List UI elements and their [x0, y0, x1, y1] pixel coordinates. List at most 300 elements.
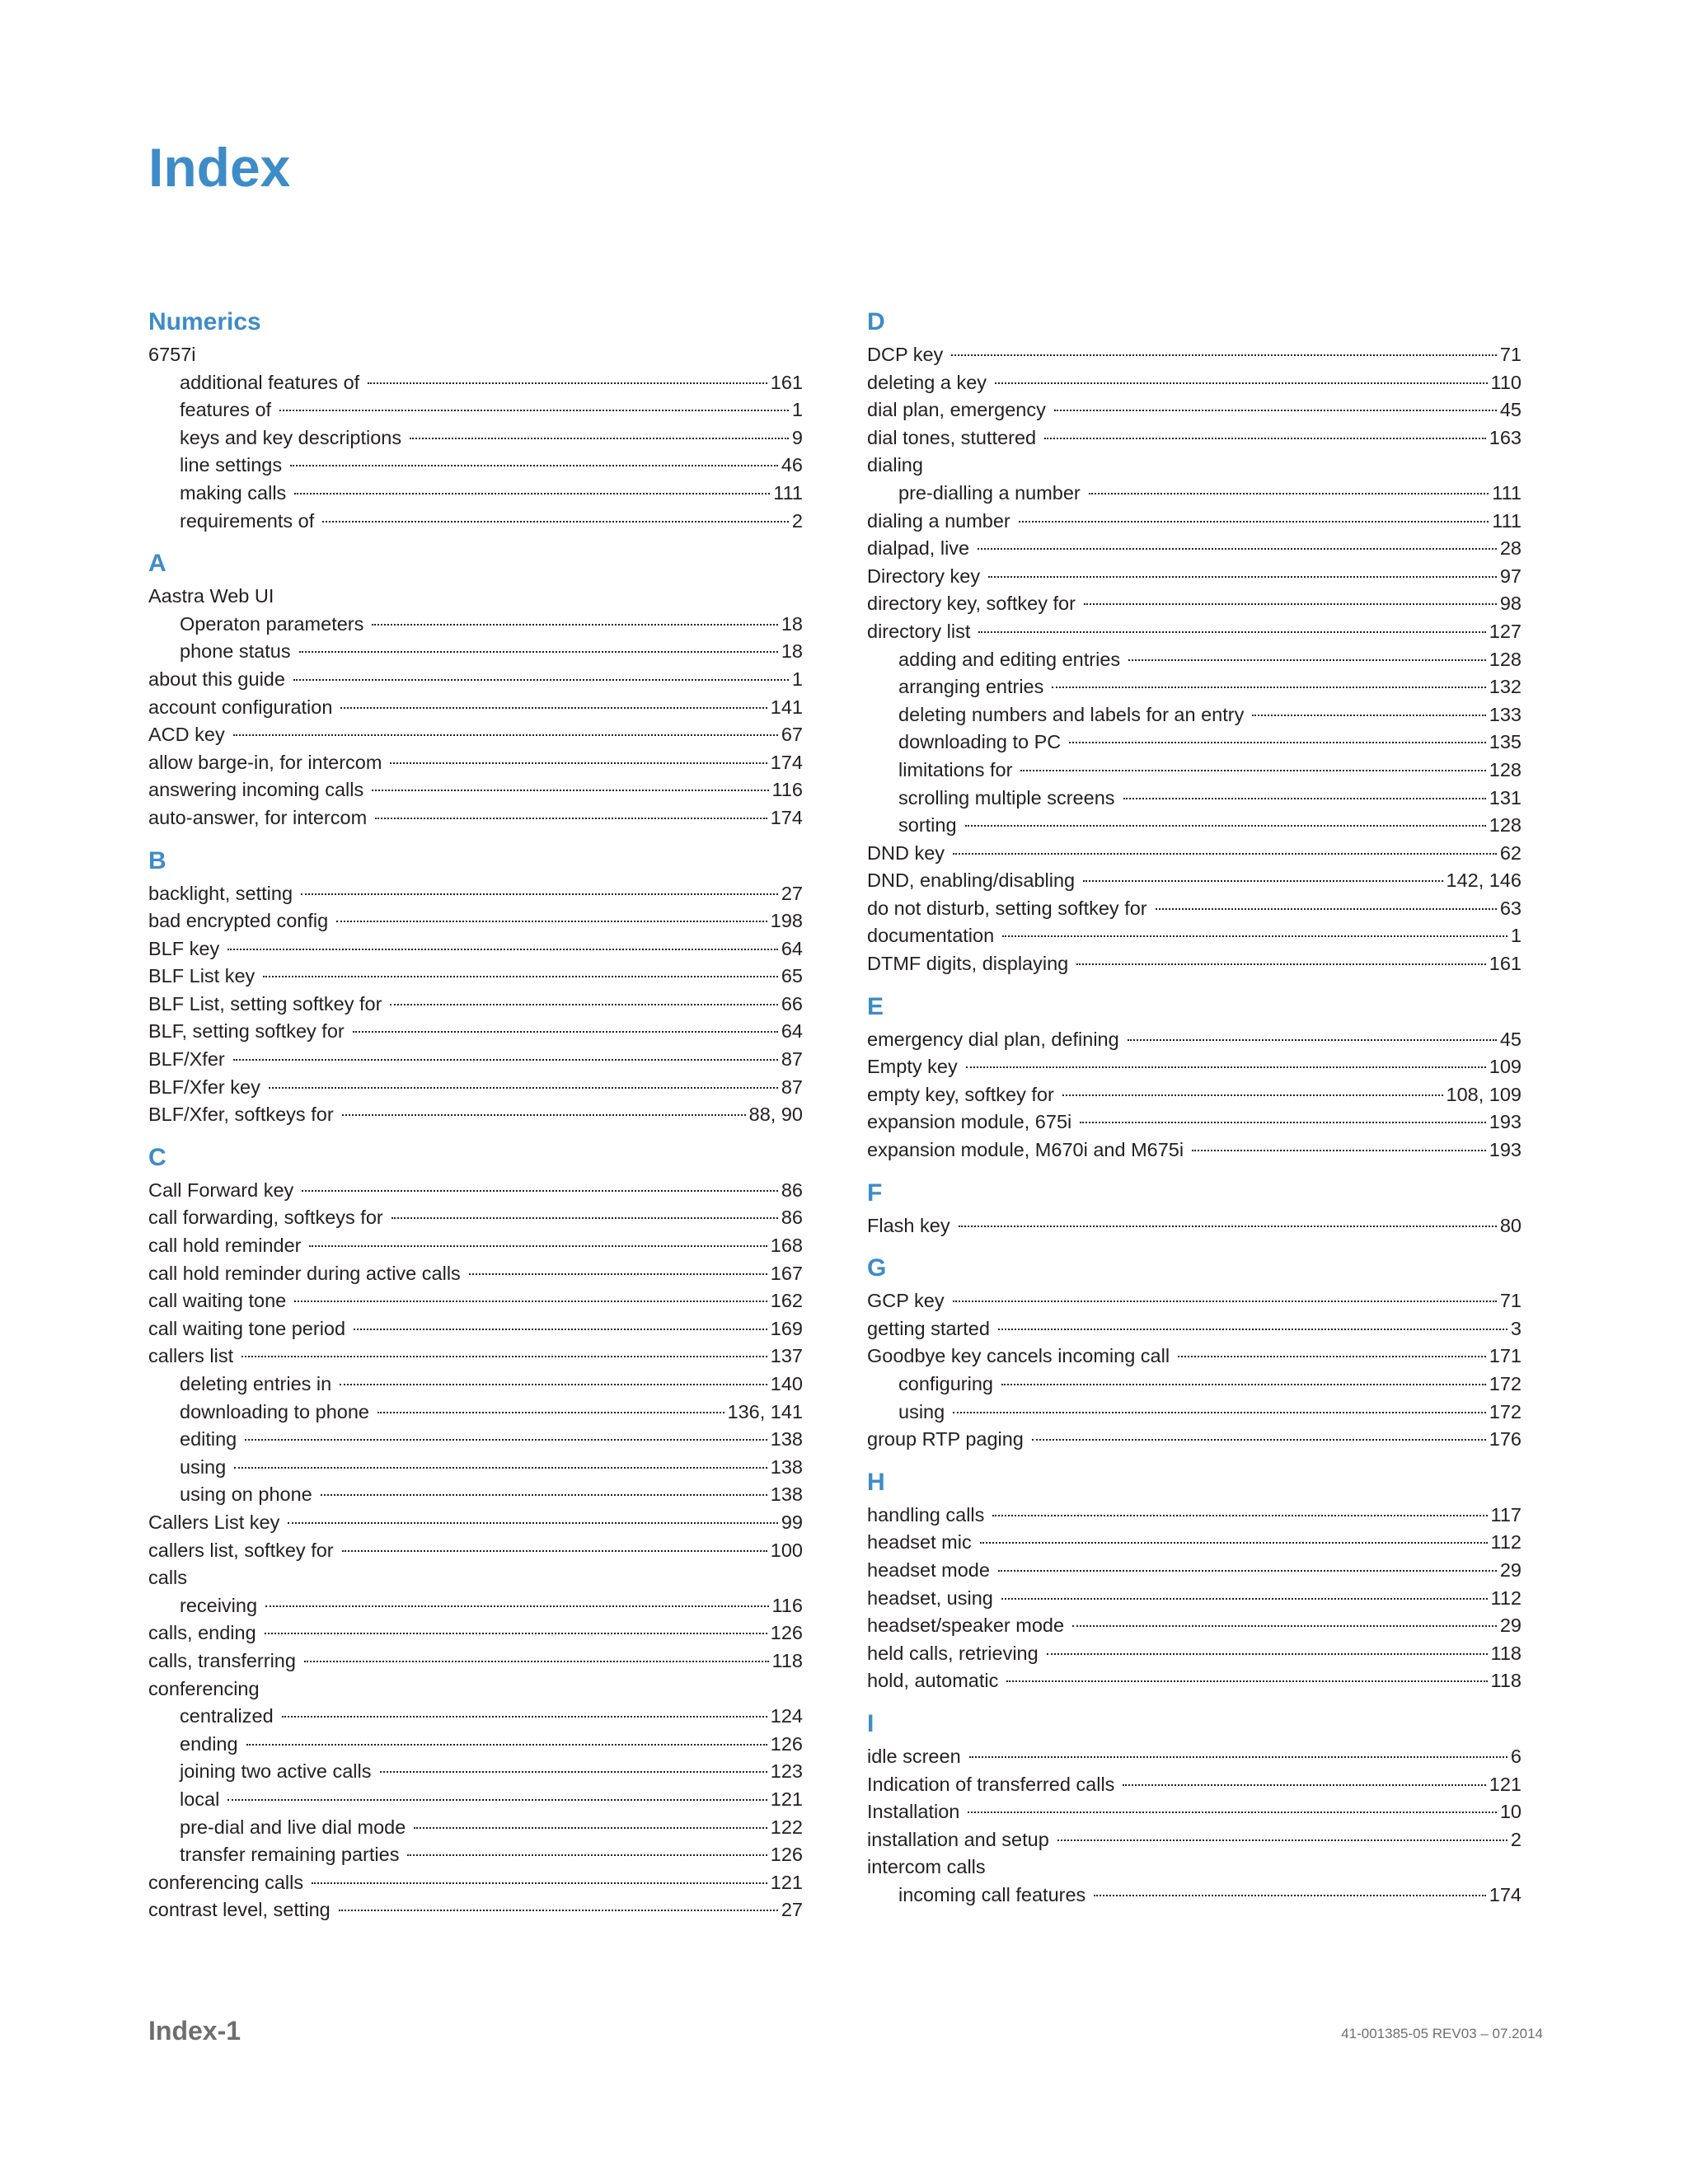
dot-leader — [309, 1245, 767, 1247]
index-entry — [148, 1564, 803, 1592]
page-reference: 99 — [781, 1511, 803, 1533]
page-reference: 140 — [770, 1373, 803, 1394]
dot-leader — [953, 1412, 1486, 1413]
page-reference: 71 — [1499, 344, 1522, 365]
page-reference: 174 — [770, 806, 803, 828]
index-term: editing — [180, 1428, 237, 1451]
index-term: headset, using — [867, 1586, 993, 1609]
page-reference: 121 — [770, 1871, 803, 1893]
dot-leader — [410, 438, 789, 439]
index-entry — [148, 1287, 803, 1315]
index-subentry — [148, 638, 803, 666]
index-subentry — [867, 729, 1522, 757]
dot-leader — [290, 465, 778, 466]
page-reference: 110 — [1490, 371, 1522, 393]
index-subentry — [867, 1371, 1522, 1399]
index-entry — [148, 1896, 803, 1924]
page-reference: 174 — [770, 751, 803, 773]
index-term: documentation — [867, 925, 995, 947]
page-reference: 1 — [791, 399, 803, 421]
page-reference: 135 — [1489, 731, 1522, 753]
dot-leader — [246, 1744, 767, 1746]
index-entry — [867, 1315, 1522, 1343]
index-term: dial plan, emergency — [867, 399, 1046, 421]
dot-leader — [1076, 963, 1486, 965]
index-term: local — [180, 1788, 220, 1810]
index-term: Operaton parameters — [180, 612, 364, 635]
index-term: line settings — [180, 454, 283, 476]
index-subentry — [148, 424, 803, 452]
page-reference: 45 — [1499, 399, 1522, 421]
index-subentry — [148, 1426, 803, 1454]
dot-leader — [282, 1716, 767, 1718]
index-term: transfer remaining parties — [180, 1844, 400, 1866]
page-reference: 126 — [770, 1622, 803, 1644]
index-term: arranging entries — [898, 676, 1044, 698]
index-term: additional features of — [180, 371, 360, 393]
page-reference: 62 — [1499, 841, 1522, 864]
index-term: incoming call features — [898, 1883, 1086, 1905]
index-entry — [867, 867, 1522, 895]
index-term: emergency dial plan, defining — [867, 1028, 1119, 1050]
index-term: phone status — [180, 640, 291, 663]
index-entry — [867, 1612, 1522, 1640]
index-term: held calls, retrieving — [867, 1642, 1039, 1664]
index-subentry — [148, 396, 803, 424]
section-heading: F — [867, 1179, 883, 1207]
page-reference: 86 — [781, 1179, 803, 1201]
index-entry — [867, 950, 1522, 978]
page-title: Index — [148, 137, 291, 198]
index-entry — [867, 1771, 1522, 1799]
dot-leader — [998, 1570, 1497, 1572]
index-entry — [148, 694, 803, 722]
page-reference: 64 — [781, 937, 803, 959]
page-reference: 124 — [770, 1705, 803, 1727]
index-term: pre-dial and live dial mode — [180, 1816, 406, 1838]
page-reference: 9 — [791, 426, 803, 448]
page-reference: 2 — [791, 509, 803, 532]
dot-leader — [312, 1882, 767, 1884]
page-reference: 6 — [1510, 1745, 1522, 1767]
index-entry — [867, 1854, 1522, 1882]
dot-leader — [1123, 1784, 1485, 1786]
dot-leader — [372, 624, 777, 626]
dot-leader — [263, 976, 778, 977]
index-entry — [867, 1053, 1522, 1081]
page-reference: 45 — [1499, 1028, 1522, 1050]
index-entry — [867, 369, 1522, 397]
page-reference: 128 — [1489, 814, 1522, 837]
page-reference: 136, 141 — [727, 1400, 803, 1422]
dot-leader — [288, 1522, 778, 1524]
index-entry — [148, 907, 803, 935]
dot-leader — [1044, 438, 1486, 439]
index-term: installation and setup — [867, 1828, 1049, 1850]
index-term: BLF/Xfer — [148, 1048, 225, 1071]
dot-leader — [1080, 1122, 1486, 1123]
index-subentry — [148, 480, 803, 508]
dot-leader — [342, 1550, 767, 1552]
index-term: DTMF digits, displaying — [867, 953, 1069, 975]
index-entry — [148, 1046, 803, 1074]
index-term: adding and editing entries — [898, 648, 1121, 670]
page-reference: 108, 109 — [1446, 1083, 1522, 1105]
page-reference: 193 — [1489, 1111, 1522, 1133]
dot-leader — [294, 1301, 767, 1302]
index-term: Flash key — [867, 1214, 950, 1236]
index-term: calls, transferring — [148, 1649, 296, 1671]
index-term: allow barge-in, for intercom — [148, 751, 382, 773]
index-term: DND, enabling/disabling — [867, 869, 1076, 892]
dot-leader — [1047, 1653, 1488, 1655]
index-entry — [148, 1869, 803, 1897]
index-entry — [148, 963, 803, 991]
index-entry — [148, 1232, 803, 1260]
dot-leader — [469, 1273, 767, 1275]
index-term: deleting a key — [867, 371, 987, 393]
dot-leader — [1072, 1625, 1497, 1627]
index-entry — [148, 1204, 803, 1232]
dot-leader — [340, 1384, 767, 1385]
index-entry — [148, 1537, 803, 1565]
page-reference: 109 — [1489, 1056, 1522, 1078]
index-subentry — [148, 1592, 803, 1620]
index-term: features of — [180, 399, 272, 421]
index-term: do not disturb, setting softkey for — [867, 897, 1147, 919]
section-heading: A — [148, 550, 166, 578]
dot-leader — [233, 734, 778, 736]
dot-leader — [265, 1605, 768, 1607]
page-reference: 133 — [1489, 703, 1522, 725]
index-term: idle screen — [867, 1745, 961, 1767]
dot-leader — [988, 576, 1497, 578]
dot-leader — [1002, 935, 1507, 937]
section-heading: Numerics — [148, 308, 261, 335]
index-subentry — [867, 480, 1522, 508]
page-reference: 141 — [770, 696, 803, 718]
index-term: BLF, setting softkey for — [148, 1020, 345, 1043]
index-term: call waiting tone period — [148, 1317, 346, 1339]
index-term: receiving — [180, 1594, 258, 1616]
page-reference: 27 — [781, 1899, 803, 1921]
index-subentry — [148, 1399, 803, 1427]
dot-leader — [1001, 1598, 1488, 1600]
page-reference: 123 — [770, 1760, 803, 1783]
index-subentry — [148, 1454, 803, 1482]
page-reference: 172 — [1489, 1400, 1522, 1422]
page-reference: 29 — [1499, 1558, 1522, 1581]
index-entry — [148, 341, 803, 369]
index-entry — [148, 1619, 803, 1647]
index-term: centralized — [180, 1705, 274, 1727]
page-reference: 71 — [1499, 1290, 1522, 1312]
index-subentry — [148, 1703, 803, 1731]
index-term: deleting numbers and labels for an entry — [898, 703, 1245, 725]
index-entry — [867, 1529, 1522, 1557]
index-term: DND key — [867, 841, 945, 864]
page-reference: 1 — [791, 668, 803, 690]
index-term: keys and key descriptions — [180, 426, 402, 448]
page-reference: 137 — [770, 1345, 803, 1367]
index-term: limitations for — [898, 758, 1013, 780]
dot-leader — [978, 548, 1497, 550]
dot-leader — [322, 521, 789, 523]
page-reference: 128 — [1489, 758, 1522, 780]
page-reference: 138 — [770, 1483, 803, 1506]
dot-leader — [339, 1910, 778, 1911]
index-term: dial tones, stuttered — [867, 426, 1037, 448]
section-heading: G — [867, 1254, 887, 1282]
index-term: empty key, softkey for — [867, 1083, 1054, 1105]
index-term: call forwarding, softkeys for — [148, 1207, 383, 1229]
index-term: expansion module, 675i — [867, 1111, 1072, 1133]
index-entry — [148, 1018, 803, 1046]
index-entry — [148, 935, 803, 963]
page-reference: 122 — [770, 1816, 803, 1838]
index-entry — [867, 1557, 1522, 1585]
index-term: handling calls — [867, 1503, 985, 1526]
page-reference: 176 — [1489, 1428, 1522, 1451]
page-reference: 193 — [1489, 1139, 1522, 1161]
page-reference: 172 — [1489, 1373, 1522, 1394]
index-term: group RTP paging — [867, 1428, 1024, 1451]
index-subentry — [867, 812, 1522, 840]
index-subentry — [148, 1814, 803, 1842]
index-term: Directory key — [867, 565, 981, 587]
index-subentry — [148, 1841, 803, 1869]
page-reference: 198 — [770, 910, 803, 932]
page-reference: 162 — [770, 1290, 803, 1312]
index-subentry — [148, 369, 803, 397]
index-subentry — [867, 701, 1522, 729]
page-reference: 100 — [770, 1539, 803, 1561]
index-entry — [148, 1315, 803, 1343]
index-subentry — [867, 1882, 1522, 1910]
index-entry — [148, 666, 803, 694]
index-term: dialpad, live — [867, 537, 970, 560]
index-entry — [867, 1212, 1522, 1240]
index-entry — [867, 1426, 1522, 1454]
dot-leader — [265, 1633, 767, 1634]
dot-leader — [390, 762, 767, 764]
index-term: about this guide — [148, 668, 285, 690]
index-entry — [148, 1074, 803, 1102]
index-entry — [148, 1101, 803, 1129]
dot-leader — [368, 382, 767, 384]
index-term: headset mic — [867, 1531, 972, 1554]
section-heading: E — [867, 992, 884, 1020]
dot-leader — [241, 1356, 767, 1357]
index-term: callers list, softkey for — [148, 1539, 334, 1561]
dot-leader — [301, 893, 778, 895]
index-subentry — [148, 1481, 803, 1509]
index-column-right — [867, 303, 1522, 1910]
page-reference: 128 — [1489, 648, 1522, 670]
dot-leader — [953, 853, 1497, 855]
page-reference: 121 — [1489, 1773, 1522, 1795]
index-entry — [148, 583, 803, 611]
index-entry — [867, 590, 1522, 618]
section-heading: I — [867, 1709, 874, 1737]
index-term: BLF List key — [148, 965, 256, 987]
page-reference: 117 — [1490, 1503, 1522, 1526]
index-term: deleting entries in — [180, 1373, 332, 1394]
index-term: Indication of transferred calls — [867, 1773, 1115, 1795]
index-entry — [867, 508, 1522, 536]
dot-leader — [951, 354, 1497, 356]
dot-leader — [1094, 1895, 1486, 1896]
page-reference: 116 — [771, 779, 803, 801]
dot-leader — [294, 493, 770, 494]
dot-leader — [304, 1661, 769, 1662]
index-term: BLF/Xfer, softkeys for — [148, 1104, 334, 1126]
dot-leader — [968, 1811, 1497, 1813]
index-term: pre-dialling a number — [898, 481, 1081, 504]
index-term: Empty key — [867, 1056, 958, 1078]
index-term: call hold reminder during active calls — [148, 1262, 461, 1284]
section-heading: B — [148, 846, 166, 874]
dot-leader — [1006, 1680, 1487, 1682]
index-term: account configuration — [148, 696, 333, 718]
dot-leader — [245, 1439, 767, 1441]
page-reference: 171 — [1489, 1345, 1522, 1367]
index-entry — [867, 1502, 1522, 1530]
dot-leader — [390, 1004, 777, 1005]
index-entry — [148, 1647, 803, 1675]
index-term: call waiting tone — [148, 1290, 287, 1312]
dot-leader — [354, 1329, 767, 1330]
index-entry — [148, 804, 803, 832]
index-term: using — [180, 1455, 227, 1478]
index-entry — [148, 1177, 803, 1205]
index-term: directory key, softkey for — [867, 593, 1076, 615]
page-reference: 1 — [1510, 925, 1522, 947]
dot-leader — [1156, 908, 1497, 910]
page-reference: 111 — [1492, 509, 1522, 532]
index-term: GCP key — [867, 1290, 945, 1312]
index-term: Aastra Web UI — [148, 585, 274, 607]
index-term: contrast level, setting — [148, 1899, 331, 1921]
page-reference: 138 — [770, 1428, 803, 1451]
index-term: callers list — [148, 1345, 234, 1367]
dot-leader — [953, 1301, 1497, 1302]
page-reference: 63 — [1499, 897, 1522, 919]
index-subentry — [148, 452, 803, 480]
section-heading: D — [867, 308, 885, 335]
index-term: calls, ending — [148, 1622, 256, 1644]
index-entry — [867, 1585, 1522, 1613]
index-subentry — [148, 1731, 803, 1759]
dot-leader — [392, 1217, 778, 1219]
footer-page-label: Index-1 — [148, 2016, 241, 2046]
dot-leader — [966, 1066, 1486, 1068]
index-entry — [867, 1640, 1522, 1668]
page-reference: 118 — [1490, 1670, 1522, 1692]
dot-leader — [978, 631, 1485, 633]
index-term: 6757i — [148, 344, 196, 365]
page-reference: 10 — [1499, 1801, 1522, 1823]
index-entry — [867, 1667, 1522, 1695]
index-term: headset/speaker mode — [867, 1615, 1065, 1637]
index-entry — [867, 1287, 1522, 1315]
index-entry — [867, 452, 1522, 480]
page-reference: 161 — [1489, 953, 1522, 975]
page-reference: 2 — [1510, 1828, 1522, 1850]
dot-leader — [1089, 493, 1489, 494]
page-reference: 46 — [781, 454, 803, 476]
dot-leader — [227, 1799, 767, 1801]
index-term: backlight, setting — [148, 882, 293, 904]
dot-leader — [1019, 521, 1489, 523]
index-term: answering incoming calls — [148, 779, 364, 801]
index-term: auto-answer, for intercom — [148, 806, 368, 828]
page-reference: 97 — [1499, 565, 1522, 587]
page-reference: 111 — [1492, 481, 1522, 504]
index-subentry — [867, 1399, 1522, 1427]
index-entry — [867, 1081, 1522, 1109]
page-reference: 161 — [770, 371, 803, 393]
index-term: headset mode — [867, 1558, 990, 1581]
index-term: ending — [180, 1732, 238, 1755]
page-reference: 86 — [781, 1207, 803, 1229]
index-entry — [867, 840, 1522, 868]
index-entry — [867, 1026, 1522, 1054]
index-term: BLF/Xfer key — [148, 1076, 260, 1098]
index-subentry — [867, 785, 1522, 813]
index-subentry — [148, 508, 803, 536]
dot-leader — [1052, 687, 1485, 688]
index-term: conferencing calls — [148, 1871, 304, 1893]
dot-leader — [336, 921, 767, 922]
index-term: sorting — [898, 814, 957, 837]
page-reference: 98 — [1499, 593, 1522, 615]
dot-leader — [992, 1515, 1487, 1516]
index-entry — [148, 721, 803, 749]
index-term: DCP key — [867, 344, 944, 365]
index-entry — [148, 1675, 803, 1704]
index-entry — [867, 922, 1522, 950]
index-entry — [867, 424, 1522, 452]
index-term: calls — [148, 1567, 188, 1589]
index-subentry — [148, 611, 803, 639]
page-reference: 118 — [771, 1649, 803, 1671]
index-term: configuring — [898, 1373, 993, 1394]
dot-leader — [293, 679, 789, 681]
dot-leader — [342, 1114, 746, 1116]
index-term: ACD key — [148, 724, 225, 746]
dot-leader — [299, 651, 778, 653]
index-entry — [867, 535, 1522, 563]
page-reference: 65 — [781, 965, 803, 987]
index-term: getting started — [867, 1317, 990, 1339]
page-reference: 167 — [770, 1262, 803, 1284]
page-reference: 111 — [773, 481, 803, 504]
dot-leader — [1128, 659, 1486, 661]
footer-document-reference: 41-001385-05 REV03 – 07.2014 — [1341, 2026, 1543, 2041]
index-subentry — [148, 1786, 803, 1814]
dot-leader — [279, 410, 789, 411]
index-entry — [148, 1509, 803, 1537]
dot-leader — [1192, 1150, 1486, 1151]
index-term: dialing a number — [867, 509, 1010, 532]
dot-leader — [995, 382, 1488, 384]
index-entry — [867, 396, 1522, 424]
dot-leader — [414, 1827, 767, 1829]
index-entry — [867, 1826, 1522, 1854]
index-entry — [867, 1108, 1522, 1137]
page-reference: 138 — [770, 1455, 803, 1478]
